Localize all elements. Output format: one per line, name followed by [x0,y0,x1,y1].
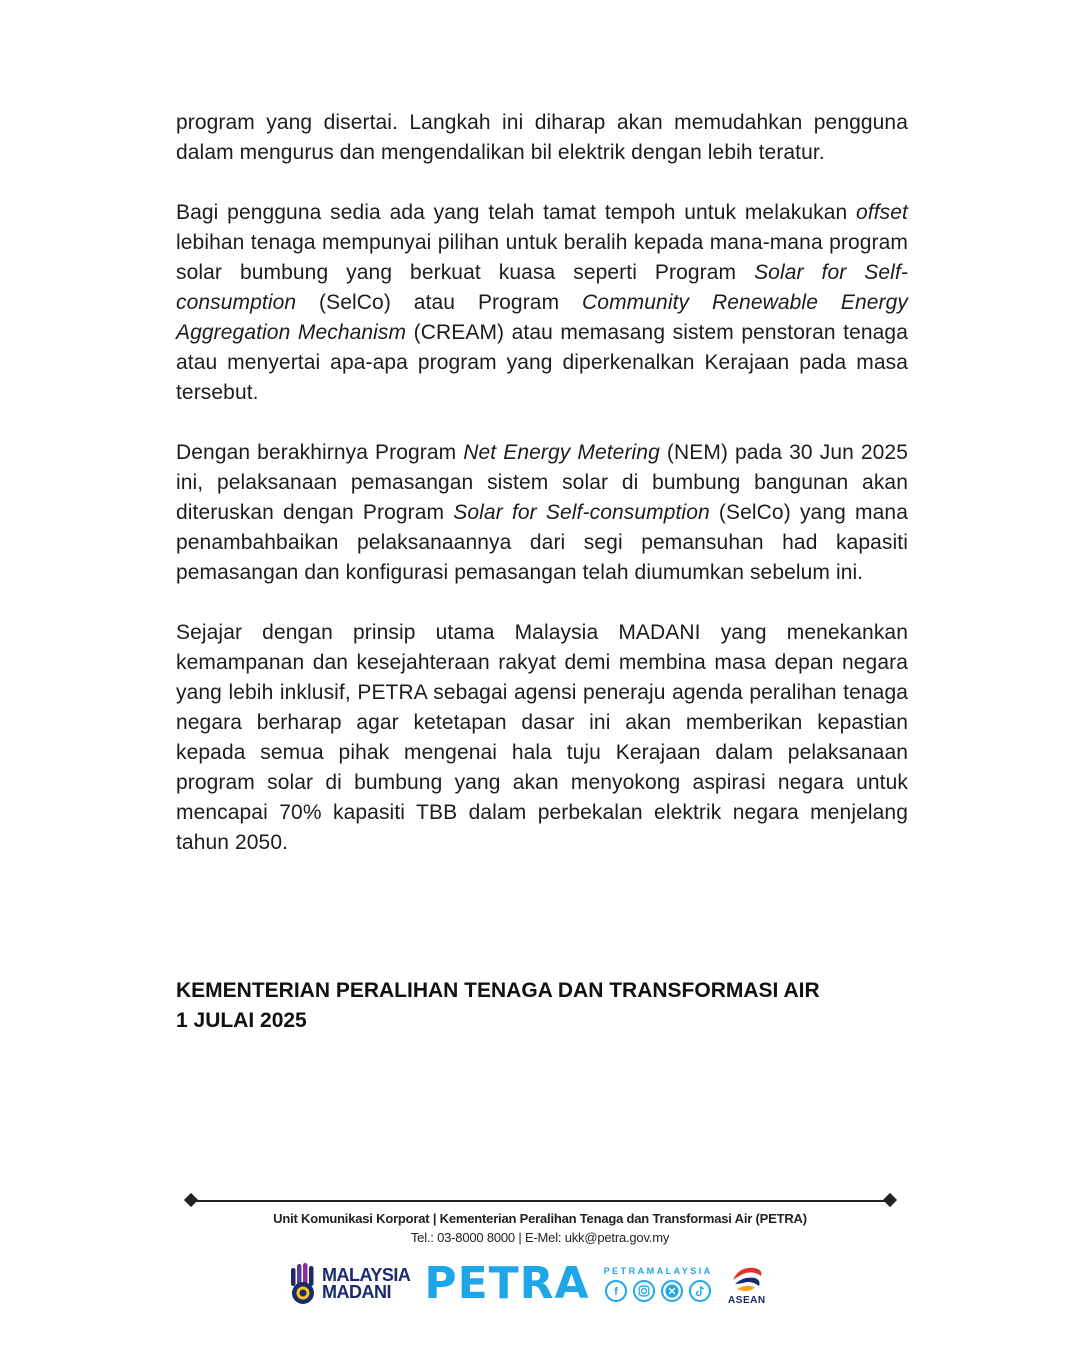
x-icon[interactable] [661,1280,683,1302]
p2-italic-offset: offset [856,201,908,224]
petra-logo: PETRA [424,1258,590,1309]
p2-text-c: lebihan tenaga mempunyai pilihan untuk beralih kepada mana-mana program solar bumbung yang berkuat kuasa seperti Program [176,231,908,284]
release-date: 1 JULAI 2025 [176,1009,307,1032]
tiktok-icon[interactable] [689,1280,711,1302]
asean-label: ASEAN [728,1295,766,1306]
madani-hand-icon [288,1262,318,1306]
p3-text-e: (SelCo) yang mana penambahbaikan pelaksanaannya dari segi pemansuhan had kapasiti pemasangan dan konfigurasi pemasangan telah diumumkan sebelum ini. [176,501,908,584]
signoff-block [176,976,936,1036]
paragraph-3 [176,438,908,588]
p2-text-a: Bagi pengguna sedia ada yang telah tamat tempoh untuk melakukan [176,201,857,224]
svg-text:f: f [614,1286,618,1299]
facebook-icon[interactable] [605,1280,627,1302]
instagram-icon[interactable] [633,1280,655,1302]
madani-line1: MALAYSIA [322,1265,411,1285]
p2-text-e: (SelCo) atau Program [296,291,583,314]
footer-divider [188,1200,892,1202]
footer-unit: Unit Komunikasi Korporat | Kementerian Peralihan Tenaga dan Transformasi Air (PETRA) [273,1211,807,1226]
paragraph-1: program yang disertai. Langkah ini diharap akan memudahkan pengguna dalam mengurus dan mengendalikan bil elektrik dengan lebih teratur. [176,111,908,164]
asean-logo [727,1262,767,1306]
p2-text-g: (CREAM) atau memasang sistem penstoran tenaga atau menyertai apa-apa program yang diperkenalkan Kerajaan pada masa tersebut. [176,321,908,404]
p2-italic-cream: Community Renewable Energy Aggregation Mechanism [176,291,908,344]
footer-logos [288,1258,767,1310]
social-block [604,1266,713,1302]
p3-text-c: (NEM) pada 30 Jun 2025 ini, pelaksanaan pemasangan sistem solar di bumbung bangunan akan diteruskan dengan Program [176,441,908,524]
paragraph-2 [176,198,908,408]
rule-right-diamond [883,1193,897,1207]
p3-italic-selco: Solar for Self-consumption [453,501,710,524]
ministry-name: KEMENTERIAN PERALIHAN TENAGA DAN TRANSFORMASI AIR [176,979,820,1002]
footer-contact: Tel.: 03-8000 8000 | E-Mel: ukk@petra.gov.my [410,1230,670,1245]
malaysia-madani-logo [288,1262,410,1306]
social-handle: PETRAMALAYSIA [603,1266,713,1276]
p3-italic-nem: Net Energy Metering [463,441,660,464]
p2-italic-selco: Solar for Self-consumption [176,261,908,314]
asean-swirl-icon [727,1262,767,1294]
madani-line2: MADANI [322,1282,391,1302]
press-release-body [176,108,908,888]
p3-text-a: Dengan berakhirnya Program [176,441,464,464]
paragraph-4: Sejajar dengan prinsip utama Malaysia MADANI yang menekankan kemampanan dan kesejahteraan rakyat demi membina masa depan negara yang lebih inklusif, PETRA sebagai agensi peneraju agenda peralihan tenaga negara berharap agar ketetapan dasar ini akan memberikan kepastian kepada semua pihak mengenai hala tuju Kerajaan dalam pelaksanaan program solar di bumbung yang akan menyokong aspirasi negara untuk mencapai 70% kapasiti TBB dalam perbekalan elektrik negara menjelang tahun 2050. [176,621,908,854]
